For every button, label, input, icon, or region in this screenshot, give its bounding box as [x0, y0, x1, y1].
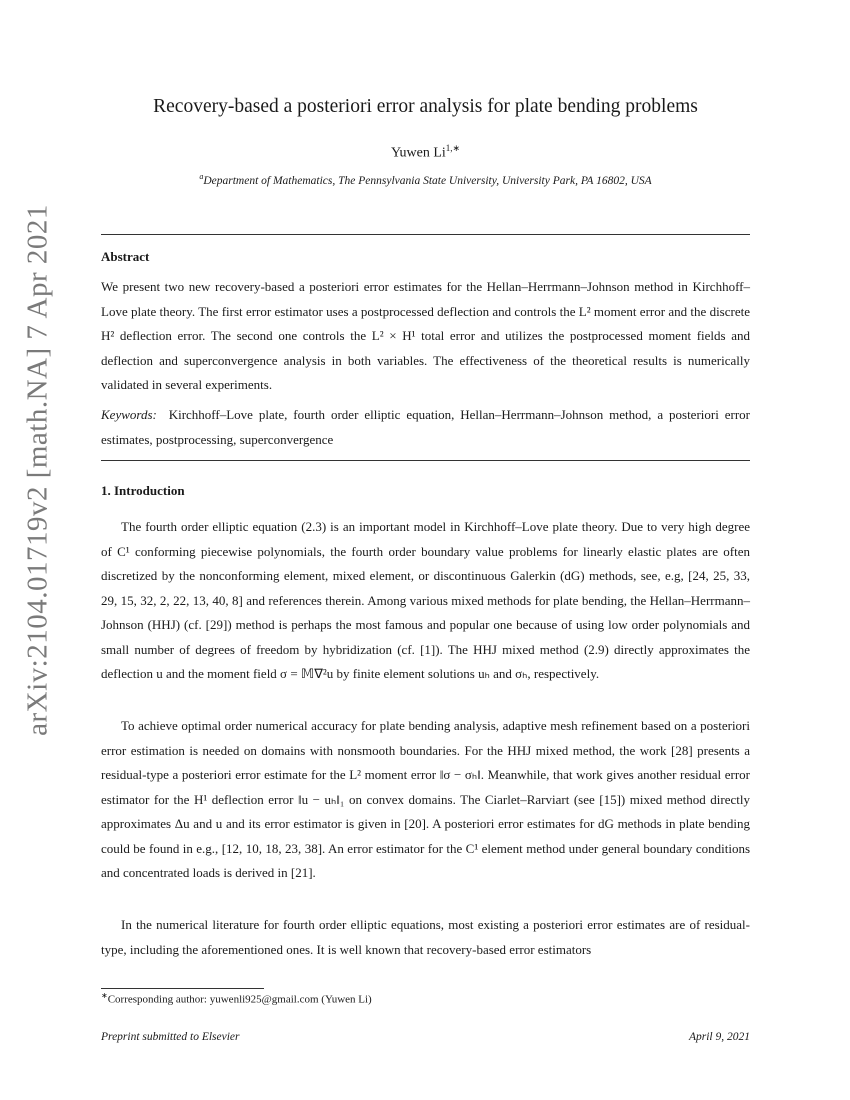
author-line [101, 143, 750, 162]
intro-paragraph-3: In the numerical literature for fourth order elliptic equations, most existing a posteriori error estimates are of residual-type, including the aforementioned ones. It is well known that recovery-based error estimators [101, 917, 750, 957]
footer-date: April 9, 2021 [688, 1031, 750, 1043]
affiliation-mark: a [199, 172, 204, 181]
abstract-text: We present two new recovery-based a posteriori error estimates for the Hellan–Herrmann–Johnson method in Kirchhoff–Love plate theory. The first error estimator uses a postprocessed deflection and controls the L² moment error and the discrete H² deflection error. The second one controls the L² × H¹ total error and utilizes the postprocessed moment fields and deflection and superconvergence analysis in both variables. The effectiveness of the theoretical results is numerically validated in several experiments. [101, 279, 750, 392]
keywords-label: Keywords: [101, 407, 157, 422]
footnote-mark: ∗ [101, 991, 108, 1000]
section-heading: 1. Introduction [101, 483, 185, 498]
intro-paragraph-2: To achieve optimal order numerical accuracy for plate bending analysis, adaptive mesh refinement based on a posteriori error estimation is needed on domains with nonsmooth boundaries. For the HHJ mixed method, the work [28] presents a residual-type a posteriori error estimate for the L² moment error ‖σ − σₕ‖. Meanwhile, that work gives another residual error estimator for the H¹ deflection error ‖u − uₕ‖₁ on convex domains. The Ciarlet–Rarviart (see [15]) mixed method directly approximates Δu and u and its error estimator is given in [20]. A posteriori error estimates for dG methods in plate bending could be found in e.g., [12, 10, 18, 23, 38]. An error estimator for the C¹ element method under general boundary conditions and concentrated loads is derived in [21]. [101, 718, 750, 880]
author-marks: 1,∗ [445, 143, 461, 153]
arxiv-identifier-stamp: arXiv:2104.01719v2 [math.NA] 7 Apr 2021 [21, 204, 54, 736]
footer-preprint-note: Preprint submitted to Elsevier [101, 1031, 240, 1043]
author-name: Yuwen Li [390, 145, 446, 161]
footnote-rule [101, 988, 264, 989]
keywords [101, 403, 750, 452]
keywords-text: Kirchhoff–Love plate, fourth order elliptic equation, Hellan–Herrmann–Johnson method, a posteriori error estimates, postprocessing, superconvergence [101, 407, 751, 447]
footnote [101, 991, 372, 1006]
affiliation [101, 172, 750, 187]
footnote-text: Corresponding author: yuwenli925@gmail.com (Yuwen Li) [107, 993, 372, 1006]
intro-paragraph-1: The fourth order elliptic equation (2.3) is an important model in Kirchhoff–Love plate theory. Due to very high degree of C¹ conforming piecewise polynomials, the fourth order boundary value problems for linearly elastic plates are often discretized by the nonconforming element, mixed element, or discontinuous Galerkin (dG) methods, see, e.g, [24, 25, 33, 29, 15, 32, 2, 22, 13, 40, 8] and references therein. Among various mixed methods for plate bending, the Hellan–Herrmann–Johnson (HHJ) (cf. [29]) method is perhaps the most famous and popular one because of using low order polynomials and small number of degrees of freedom by hybridization (cf. [1]). The HHJ mixed method (2.9) directly approximates the deflection u and the moment field σ = 𝕄∇²u by finite element solutions uₕ and σₕ, respectively. [101, 519, 750, 681]
abstract-bottom-rule [101, 460, 750, 461]
abstract-top-rule [101, 234, 750, 235]
paper-title: Recovery-based a posteriori error analysis for plate bending problems [153, 96, 698, 117]
abstract-heading: Abstract [101, 249, 150, 264]
affiliation-text: Department of Mathematics, The Pennsylvania State University, University Park, PA 16802, USA [203, 174, 652, 187]
